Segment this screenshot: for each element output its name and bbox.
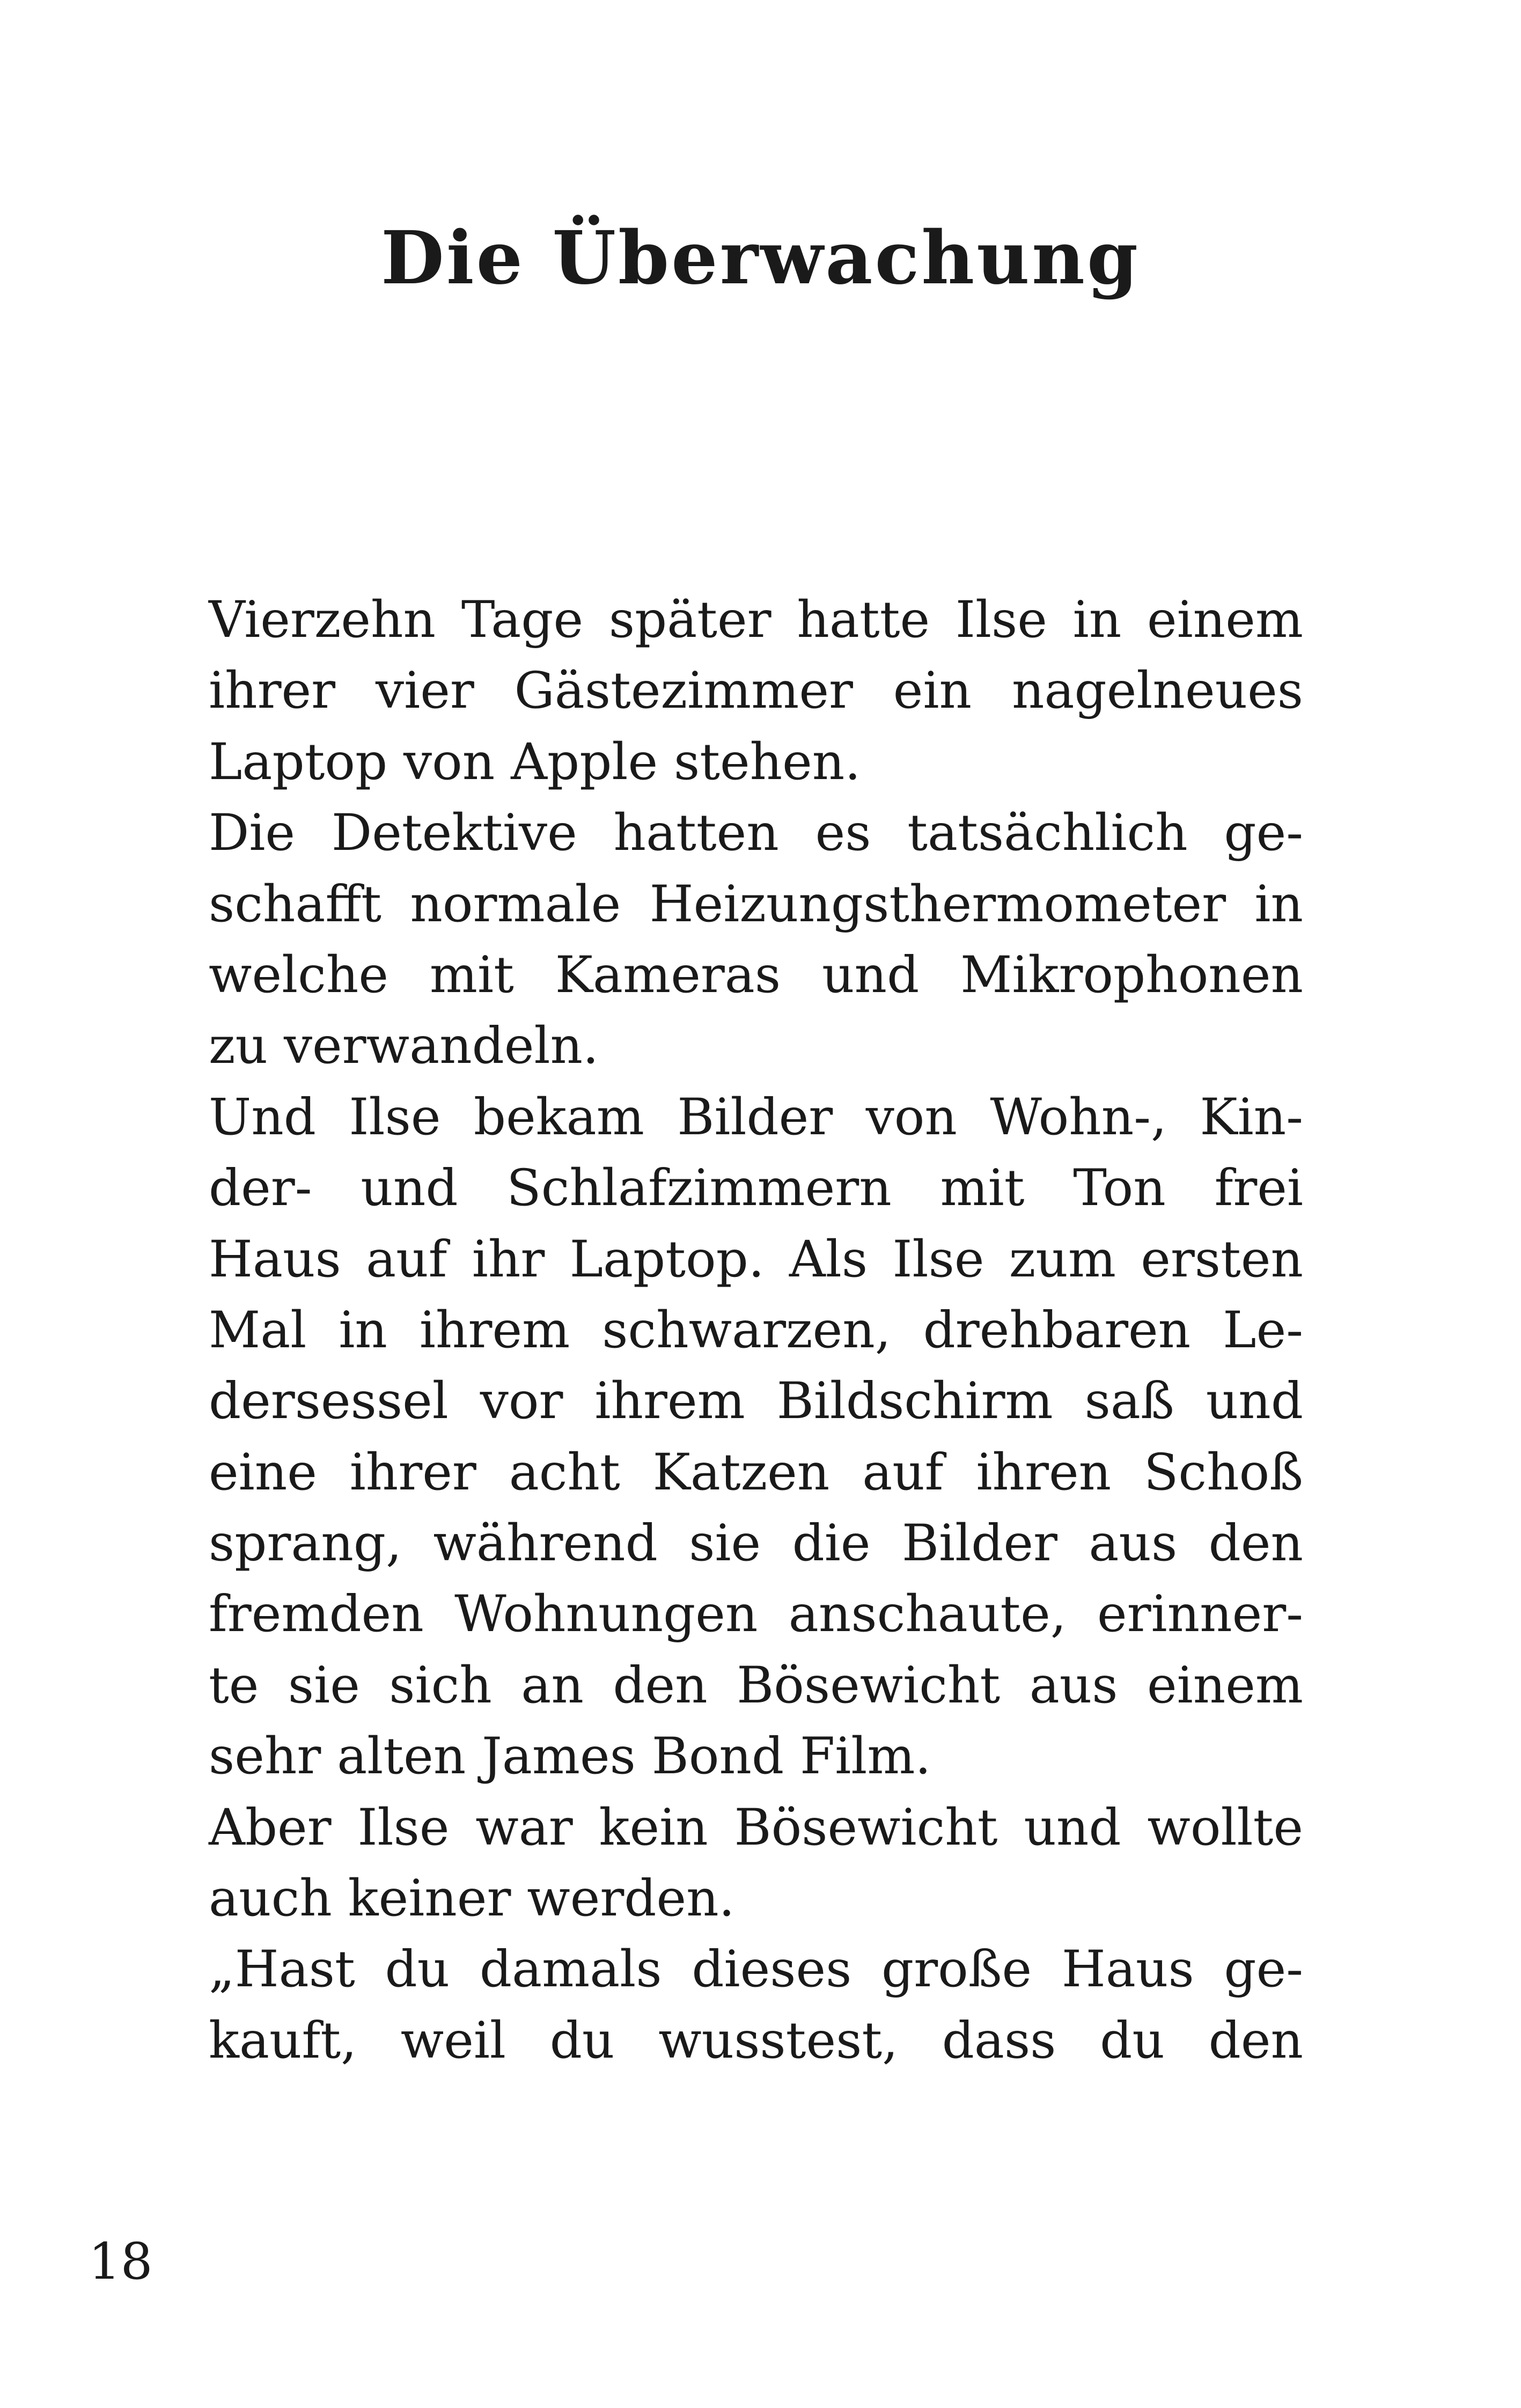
text-line: dersessel vor ihrem Bildschirm saß und [209, 1372, 1303, 1431]
text-line: der- und Schlafzimmern mit Ton frei [209, 1159, 1303, 1218]
text-line: Und Ilse bekam Bilder von Wohn-, Kin- [209, 1088, 1303, 1147]
text-line: sehr alten James Bond Film. [209, 1727, 931, 1786]
text-line: fremden Wohnungen anschaute, erinner- [209, 1585, 1303, 1644]
text-line: Vierzehn Tage später hatte Ilse in einem [209, 591, 1303, 649]
text-line: eine ihrer acht Katzen auf ihren Schoß [209, 1443, 1303, 1502]
text-line: zu verwandeln. [209, 1017, 599, 1076]
text-line: ihrer vier Gästezimmer ein nagelneues [209, 662, 1303, 721]
text-line: Haus auf ihr Laptop. Als Ilse zum ersten [209, 1230, 1303, 1289]
text-line: sprang, während sie die Bilder aus den [209, 1514, 1303, 1573]
text-line: Mal in ihrem schwarzen, drehbaren Le- [209, 1301, 1303, 1360]
text-line: kauft, weil du wusstest, dass du den [209, 2011, 1303, 2070]
text-line: schafft normale Heizungsthermometer in [209, 875, 1303, 934]
text-line: Die Detektive hatten es tatsächlich ge- [209, 804, 1303, 863]
body-text [209, 585, 1303, 2076]
text-line: „Hast du damals dieses große Haus ge- [209, 1940, 1303, 1999]
chapter-title: Die Überwachung [380, 215, 1141, 301]
text-line: Aber Ilse war kein Bösewicht und wollte [209, 1798, 1303, 1857]
text-line: te sie sich an den Bösewicht aus einem [209, 1656, 1303, 1715]
text-line: welche mit Kameras und Mikrophonen [209, 945, 1303, 1004]
text-line: Laptop von Apple stehen. [209, 732, 861, 791]
text-line: auch keiner werden. [209, 1869, 735, 1928]
page-number: 18 [89, 2233, 153, 2291]
